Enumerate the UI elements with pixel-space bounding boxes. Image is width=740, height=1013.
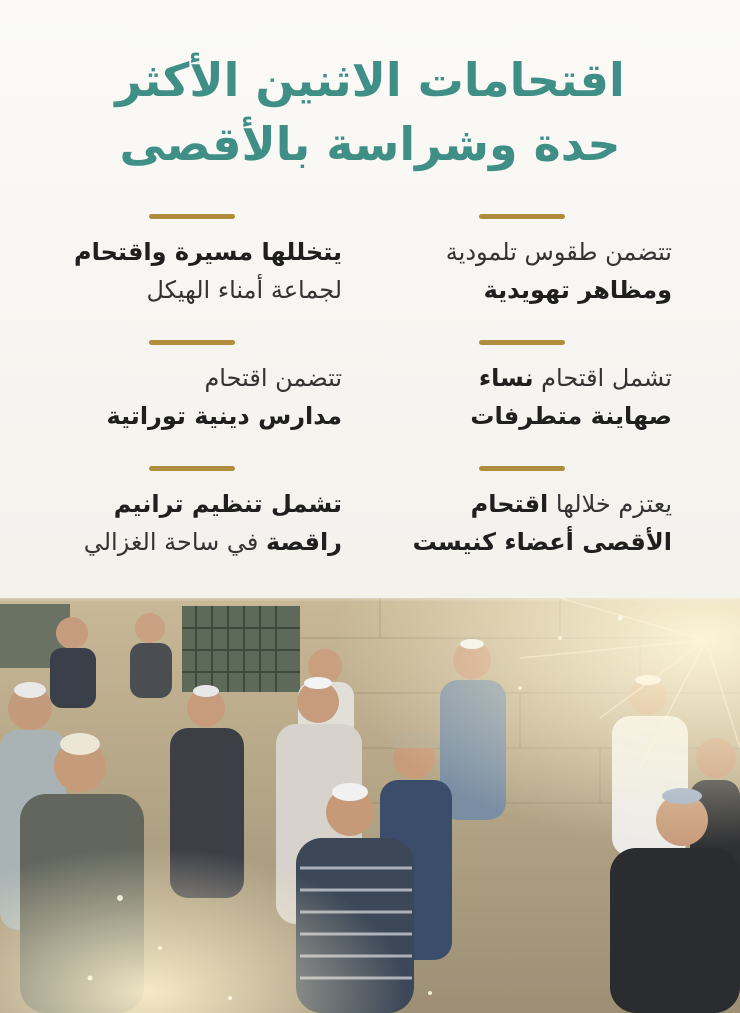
accent-bar — [479, 466, 565, 471]
accent-bar — [479, 340, 565, 345]
fact-item-knesset-members — [372, 466, 672, 561]
fact-line-bold: تشمل تنظيم ترانيم — [113, 490, 342, 518]
fact-item-talmudic-rituals — [372, 214, 672, 309]
fact-line-bold: ومظاهر تهويدية — [483, 276, 672, 304]
accent-bar — [149, 214, 235, 219]
light-flare-bottom-left — [0, 598, 740, 1013]
fact-line-bold: الأقصى أعضاء كنيست — [412, 528, 672, 556]
fact-item-dancing-hymns — [42, 466, 342, 561]
fact-line-mixed — [372, 485, 672, 523]
fact-line-thin: تتضمن طقوس تلمودية — [445, 238, 672, 266]
fact-text-bold: نساء — [478, 364, 534, 392]
crowd-photo — [0, 598, 740, 1013]
fact-text-bold: راقصة — [266, 528, 342, 556]
fact-line-thin: لجماعة أمناء الهيكل — [146, 276, 342, 304]
fact-line-thin: تتضمن اقتحام — [204, 364, 342, 392]
headline-line-1: اقتحامات الاثنين الأكثر — [115, 53, 625, 107]
accent-bar — [149, 466, 235, 471]
fact-line-mixed — [42, 523, 342, 561]
fact-text-thin: في ساحة الغزالي — [83, 528, 259, 556]
fact-line-bold: يتخللها مسيرة واقتحام — [74, 238, 342, 266]
accent-bar — [149, 340, 235, 345]
fact-text-thin: يعتزم خلالها — [555, 490, 672, 518]
fact-item-women-incursion — [372, 340, 672, 435]
fact-line-bold: مدارس دينية توراتية — [106, 402, 342, 430]
fact-line-bold: صهاينة متطرفات — [470, 402, 672, 430]
fact-text-thin: تشمل اقتحام — [541, 364, 672, 392]
headline — [40, 48, 700, 176]
fact-line-mixed — [372, 359, 672, 397]
fact-text-bold: اقتحام — [470, 490, 549, 518]
headline-line-2: حدة وشراسة بالأقصى — [119, 117, 621, 171]
accent-bar — [479, 214, 565, 219]
crowd-illustration — [0, 598, 740, 1013]
fact-item-religious-schools — [42, 340, 342, 435]
fact-item-temple-mount-march — [42, 214, 342, 309]
photo-fade-edge — [0, 592, 740, 602]
